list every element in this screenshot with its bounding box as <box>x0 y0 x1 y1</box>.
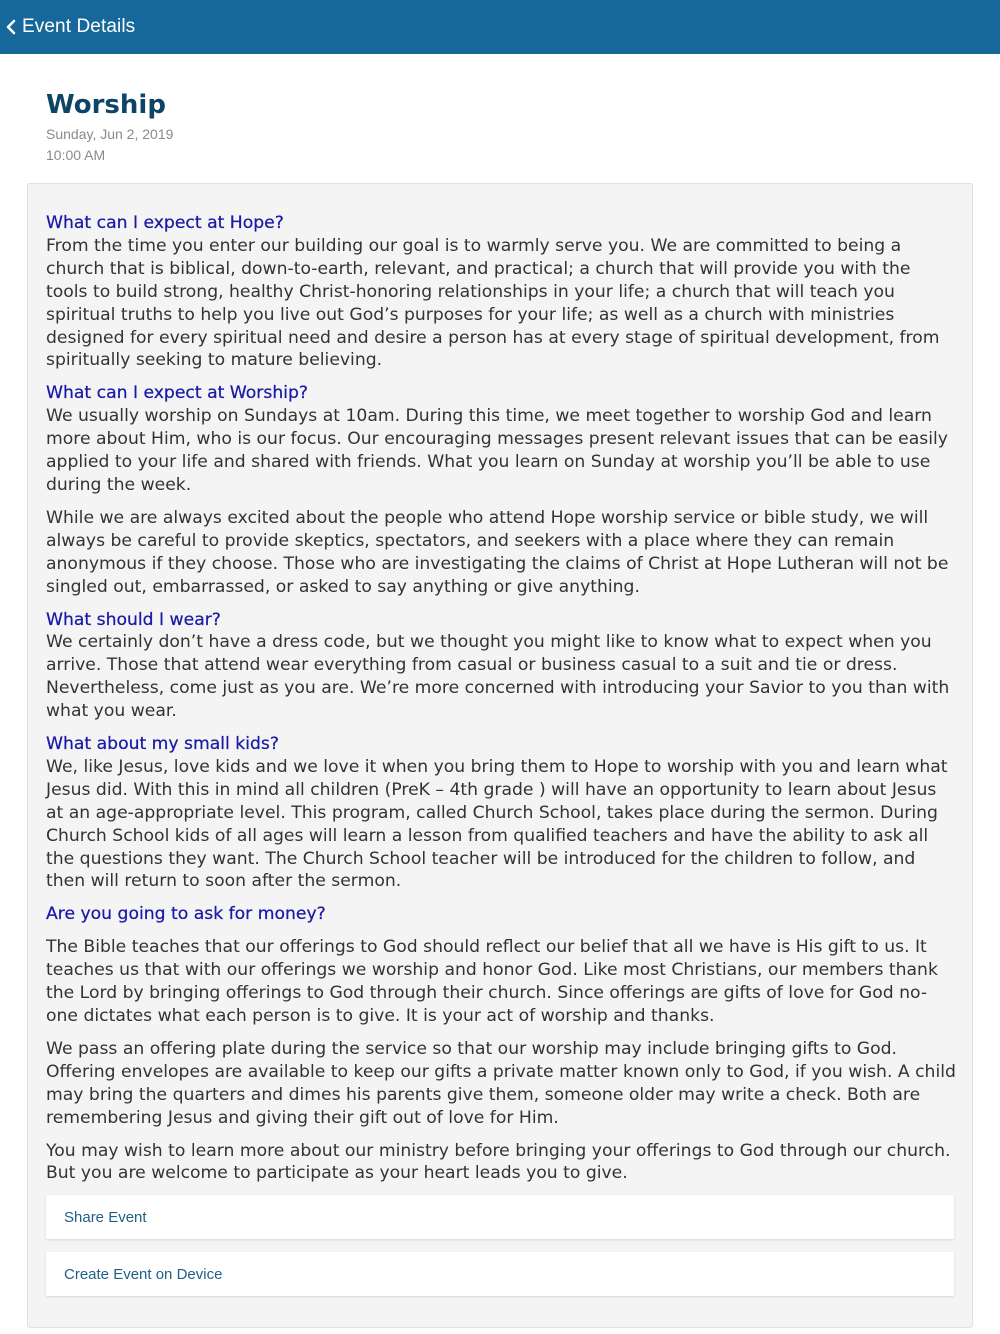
top-navigation-bar <box>0 0 1000 54</box>
section-heading: What about my small kids? <box>46 734 280 755</box>
chevron-left-icon <box>2 17 22 37</box>
event-date: Sunday, Jun 2, 2019 <box>46 126 174 142</box>
event-description-card <box>27 183 973 1328</box>
section-paragraph: We pass an offering plate during the service so that our worship may include bringing gifts to God. Offering envelopes are available to keep our gifts a private matter known only to God, if you wish. A child may bring the quarters and dimes his parents give them, someone older may write a check. Both are remembering Jesus and giving their gift out of love for Him. <box>46 1038 956 1128</box>
section-paragraph: While we are always excited about the people who attend Hope worship service or bible study, we will always be careful to provide skeptics, spectators, and seekers with a place where they can remain anonymous if they choose. Those who are investigating the claims of Christ at Hope Lutheran will not be singled out, embarrassed, or asked to say anything or give anything. <box>46 507 949 597</box>
event-time: 10:00 AM <box>46 147 106 163</box>
section-heading: What should I wear? <box>46 609 221 630</box>
back-label: Event Details <box>22 16 136 37</box>
section-paragraph: We certainly don’t have a dress code, but we thought you might like to know what to expect when you arrive. Those that attend wear everything from casual or business casual to a suit and tie or dress. Nevertheless, come just as you are. We’re more concerned with introducing your Savior to you than with what you wear. <box>46 632 950 722</box>
share-event-button[interactable]: Share Event <box>46 1195 954 1239</box>
section-heading: Are you going to ask for money? <box>46 904 326 925</box>
section-paragraph: We usually worship on Sundays at 10am. During this time, we meet together to worship God and learn more about Him, who is our focus. Our encouraging messages present relevant issues that can be easily applied to your life and shared with friends. What you learn on Sunday at worship you’ll be able to use during the week. <box>46 406 948 495</box>
section-paragraph: The Bible teaches that our offerings to God should reflect our belief that all we have is His gift to us. It teaches us that with our offerings we worship and honor God. Like most Christians, our members thank the Lord by bringing offerings to God through their church. Since offerings are gifts of love for God no-one dictates what each person is to give. It is your act of worship and thanks. <box>46 937 938 1026</box>
event-header <box>46 86 946 166</box>
section-heading: What can I expect at Hope? <box>46 213 284 233</box>
event-description <box>46 212 956 1195</box>
event-title: Worship <box>46 90 166 120</box>
back-button[interactable] <box>0 0 135 54</box>
section-paragraph: We, like Jesus, love kids and we love it when you bring them to Hope to worship with you and learn what Jesus did. With this in mind all children (PreK – 4th grade ) will have an opportunity to learn about Jesus at an age-appropriate level. This program, called Church School, takes place during the sermon. During Church School kids of all ages will learn a lesson from qualified teachers and have the ability to ask all the questions they want. The Church School teacher will be introduced for the children to follow, and then will return to soon after the sermon. <box>46 756 948 892</box>
section-heading: What can I expect at Worship? <box>46 383 309 404</box>
create-event-on-device-button[interactable]: Create Event on Device <box>46 1252 954 1296</box>
section-paragraph: From the time you enter our building our goal is to warmly serve you. We are committed to being a church that is biblical, down-to-earth, relevant, and practical; a church that will provide you with the tools to build strong, healthy Christ-honoring relationships in your life; a church that will teach you spiritual truths to help you live out God’s purposes for your life; as well as a church with ministries designed for every spiritual need and desire a person has at every stage of spiritual development, from spiritually seeking to mature believing. <box>46 235 940 371</box>
section-paragraph: You may wish to learn more about our ministry before bringing your offerings to God through our church. But you are welcome to participate as your heart leads you to give. <box>46 1140 951 1184</box>
